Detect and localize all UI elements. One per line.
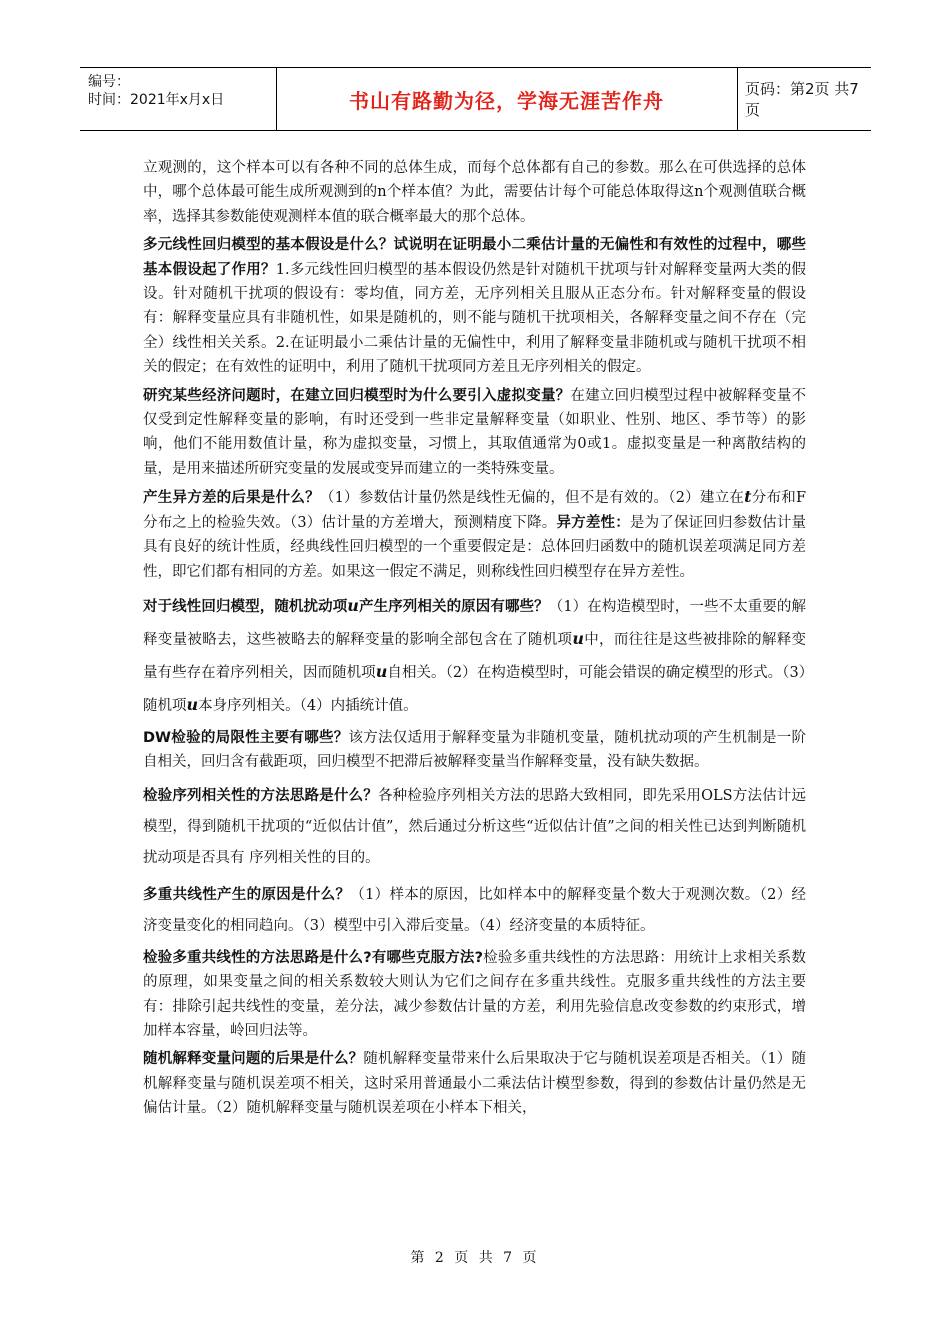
answer-text: 随机解释变量带来什么后果取决于它与随机误差项是否相关。（1）随机解释变量与随机误差项不相关，这时采用普通最小二乘法估计模型参数，得到的参数估计量仍然是无偏估计量。（2）随机解释变量与随机误差项在小样本下相关， xyxy=(143,1051,806,1117)
paragraph xyxy=(143,1047,806,1120)
answer-text: 检验多重共线性的方法思路：用统计上求相关系数的原理，如果变量之间的相关系数较大则认为它们之间存在多重共线性。克服多重共线性的方法主要有：排除引起共线性的变量，差分法，减少参数估计量的方差，利用先验信息改变参数的约束形式，增加样本容量，岭回归法等。 xyxy=(143,949,806,1039)
question-text: 研究某些经济问题时，在建立回归模型时为什么要引入虚拟变量？ xyxy=(143,387,571,404)
serial-label: 编号： xyxy=(88,74,130,90)
paragraph xyxy=(143,233,806,379)
motto-text: 书山有路勤为径，学海无涯苦作舟 xyxy=(349,88,664,113)
page-header xyxy=(80,67,871,131)
answer-text: 中，而往往是这些被排除的解释变量有些存在着序列相关，因而随机项 xyxy=(143,631,807,681)
paragraph xyxy=(143,726,806,775)
document-body xyxy=(143,156,806,1125)
answer-text: 1.多元线性回归模型的基本假设仍然是针对随机干扰项与针对解释变量两大类的假设。针对随机干扰项的假设有：零均值，同方差，无序列相关且服从正态分布。针对解释变量的假设有：解释变量应具有非随机性，如果是随机的，则不能与随机干扰项相关，各解释变量之间不存在（完全）线性相关关系。2.在证明最小二乘估计量的无偏性中，利用了解释变量非随机或与随机干扰项不相关的假定；在有效性的证明中，利用了随机干扰项同方差且无序列相关的假定。 xyxy=(143,261,806,376)
question-text: 随机解释变量问题的后果是什么？ xyxy=(143,1051,364,1068)
question-text: 检验多重共线性的方法思路是什么?有哪些克服方法? xyxy=(143,949,483,966)
answer-text: 是为了保证回归参数估计量具有良好的统计性质，经典线性回归模型的一个重要假定是：总体回归函数中的随机误差项满足同方差性，即它们都有相同的方差。如果这一假定不满足，则称线性回归模型存在异方差性。 xyxy=(143,514,807,580)
answer-text: 各种检验序列相关方法的思路大致相同，即先采用OLS方法估计远模型，得到随机干扰项的“近似估计值”，然后通过分析这些“近似估计值”之间的相关性已达到判断随机扰动项是否具有 序列相关性的目的。 xyxy=(143,787,806,866)
math-symbol-u: u xyxy=(572,628,584,648)
paragraph-text: 立观测的，这个样本可以有各种不同的总体生成，而每个总体都有自己的参数。那么在可供选择的总体中，哪个总体最可能生成所观测到的n个样本值？为此，需要估计每个可能总体取得这n个观测值联合概率，选择其参数能使观测样本值的联合概率最大的那个总体。 xyxy=(143,160,806,225)
header-page-cell xyxy=(737,68,871,130)
answer-text: 该方法仅适用于解释变量为非随机变量，随机扰动项的产生机制是一阶自相关，回归含有截距项，回归模型不把滞后被解释变量当作解释变量，没有缺失数据。 xyxy=(143,729,806,771)
question-text: 对于线性回归模型，随机扰动项 xyxy=(143,598,348,615)
answer-text: （1）样本的原因，比如样本中的解释变量个数大于观测次数。（2）经济变量变化的相同趋向。（3）模型中引入滞后变量。（4）经济变量的本质特征。 xyxy=(143,886,806,934)
page-number-label: 页码：第2页 共7页 xyxy=(745,80,859,119)
math-symbol-u: u xyxy=(375,661,388,681)
question-text: 检验序列相关性的方法思路是什么？ xyxy=(143,787,378,804)
term-heading: 异方差性： xyxy=(556,514,630,531)
math-symbol-u: u xyxy=(186,694,199,714)
page-footer: 第 2 页 共 7 页 xyxy=(410,1250,540,1266)
answer-text: 本身序列相关。（4）内插统计值。 xyxy=(198,697,418,714)
date-label: 时间：2021年x月x日 xyxy=(88,92,225,108)
answer-text: 自相关。（2）在构造模型时，可能会错误的确定模型的形式。（3）随机项 xyxy=(143,664,806,714)
header-motto-cell xyxy=(276,68,738,130)
paragraph-autocorrelation xyxy=(143,590,806,722)
math-symbol-t: t xyxy=(744,487,752,507)
question-text: 多元线性回归模型的基本假设是什么？试说明在证明最小二乘估计量的无偏性和有效性的过程中，哪些基本假设起了作用？ xyxy=(143,237,806,278)
question-text: DW检验的局限性主要有哪些？ xyxy=(143,729,349,746)
paragraph xyxy=(143,880,806,942)
answer-text: （1）参数估计量仍然是线性无偏的，但不是有效的。（2）建立在 xyxy=(319,490,745,507)
math-symbol-u: u xyxy=(347,595,359,615)
question-text: 多重共线性产生的原因是什么？ xyxy=(143,886,351,903)
header-meta xyxy=(80,68,277,130)
question-text: 产生序列相关的原因有哪些？ xyxy=(358,598,549,615)
answer-text: 分布和F分布之上的检验失效。（3）估计量的方差增大，预测精度下降。 xyxy=(143,490,807,531)
question-text: 产生异方差的后果是什么？ xyxy=(143,490,320,507)
paragraph xyxy=(143,781,806,874)
answer-text: （1）在构造模型时，一些不太重要的解释变量被略去，这些被略去的解释变量的影响全部包含在了随机项 xyxy=(143,598,807,648)
paragraph xyxy=(143,384,806,482)
paragraph-heteroscedasticity xyxy=(143,485,806,584)
answer-text: 在建立回归模型过程中被解释变量不仅受到定性解释变量的影响，有时还受到一些非定量解释变量（如职业、性别、地区、季节等）的影响，他们不能用数值计量，称为虚拟变量，习惯上，其取值通常为0或1。虚拟变量是一种离散结构的量，是用来描述所研究变量的发展或变异而建立的一类特殊变量。 xyxy=(143,387,807,477)
paragraph xyxy=(143,946,806,1044)
paragraph xyxy=(143,156,806,229)
